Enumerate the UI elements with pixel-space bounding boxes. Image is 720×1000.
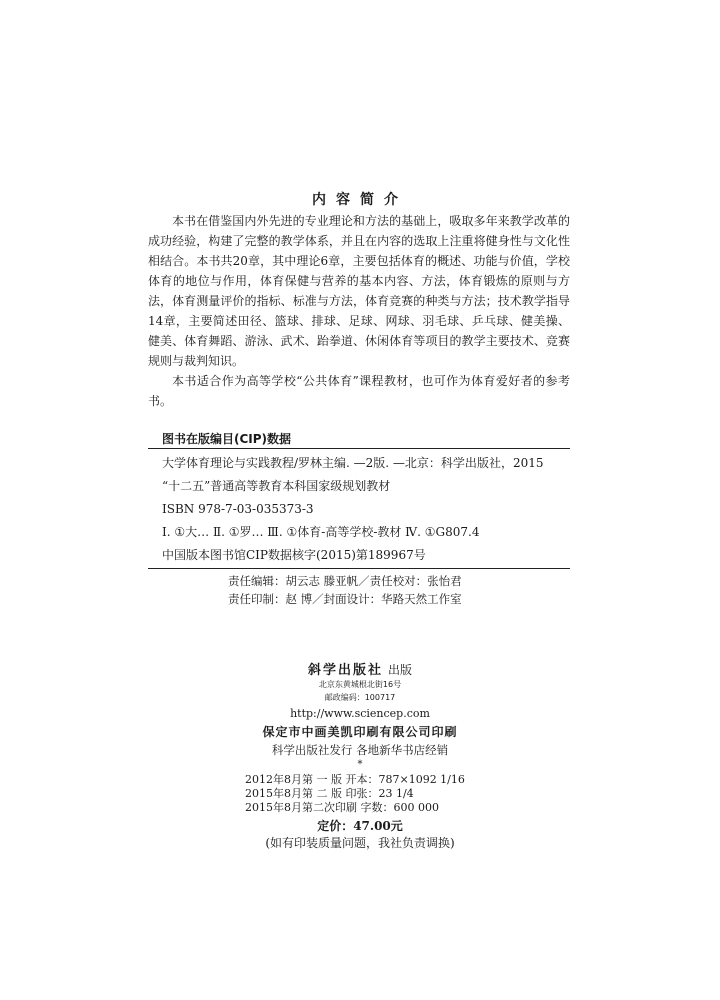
cip-record: [162, 452, 572, 567]
cip-top-rule: [148, 448, 570, 449]
edition-info: [245, 773, 465, 815]
credit-line: 责任印制：赵 博／封面设计：华路天然工作室: [228, 592, 462, 606]
publisher-suffix: 出版: [388, 663, 413, 677]
distribution-line: 科学出版社发行 各地新华书店经销: [271, 743, 449, 757]
cip-title-line: 大学体育理论与实践教程/罗林主编. —2版. —北京：科学出版社，2015: [162, 456, 544, 470]
publisher-postcode: 邮政编码：100717: [324, 693, 396, 702]
publisher-line: [0, 659, 720, 678]
cip-heading: 图书在版编目(CIP)数据: [162, 432, 292, 446]
credit-line: 责任编辑：胡云志 滕亚帆／责任校对：张怡君: [228, 574, 462, 588]
publisher-name: 斜学出版社: [307, 663, 383, 678]
cip-series-line: “十二五”普通高等教育本科国家级规划教材: [162, 479, 391, 493]
cip-isbn-line: ISBN 978-7-03-035373-3: [162, 502, 314, 516]
cip-record-number-line: 中国版本图书馆CIP数据核字(2015)第189967号: [162, 548, 426, 562]
replacement-note: (如有印装质量问题，我社负责调换): [265, 836, 455, 850]
publisher-address: 北京东黄城根北街16号: [318, 680, 402, 689]
price-label: 定价：47.00元: [317, 819, 403, 833]
printer-line: 保定市中画美凯印刷有限公司印刷: [262, 725, 458, 739]
edition-line: 2015年8月第 二 版 印张：23 1/4: [245, 787, 414, 800]
separator-star: *: [357, 759, 363, 770]
intro-title: 内容简介: [312, 192, 408, 208]
edition-line: 2012年8月第 一 版 开本：787×1092 1/16: [245, 773, 465, 786]
intro-paragraph: 本书适合作为高等学校“公共体育”课程教材，也可作为体育爱好者的参考书。: [148, 374, 570, 408]
edition-line: 2015年8月第二次印刷 字数：600 000: [245, 801, 439, 814]
intro-paragraph: 本书在借鉴国内外先进的专业理论和方法的基础上，吸取多年来教学改革的成功经验，构建了完整的教学体系，并且在内容的选取上注重将健身性与文化性相结合。本书共20章，其中理论6章，主要包括体育的概述、功能与价值，学校体育的地位与作用，体育保健与营养的基本内容、方法，体育锻炼的原则与方法，体育测量评价的指标、标准与方法，体育竞赛的种类与方法；技术教学指导14章，主要简述田径、篮球、排球、足球、网球、羽毛球、乒乓球、健美操、健美、体育舞蹈、游泳、武术、跆拳道、休闲体育等项目的教学主要技术、竞赛规则与裁判知识。: [148, 214, 570, 368]
credits: [228, 572, 462, 608]
publisher-url: http://www.sciencep.com: [290, 707, 430, 720]
price-block: [0, 818, 720, 852]
cip-bottom-rule: [148, 568, 570, 569]
cip-classification-line: Ⅰ. ①大… Ⅱ. ①罗… Ⅲ. ①体育-高等学校-教材 Ⅳ. ①G807.4: [162, 525, 480, 539]
publisher-block: [0, 659, 720, 770]
intro-text: [148, 211, 570, 411]
